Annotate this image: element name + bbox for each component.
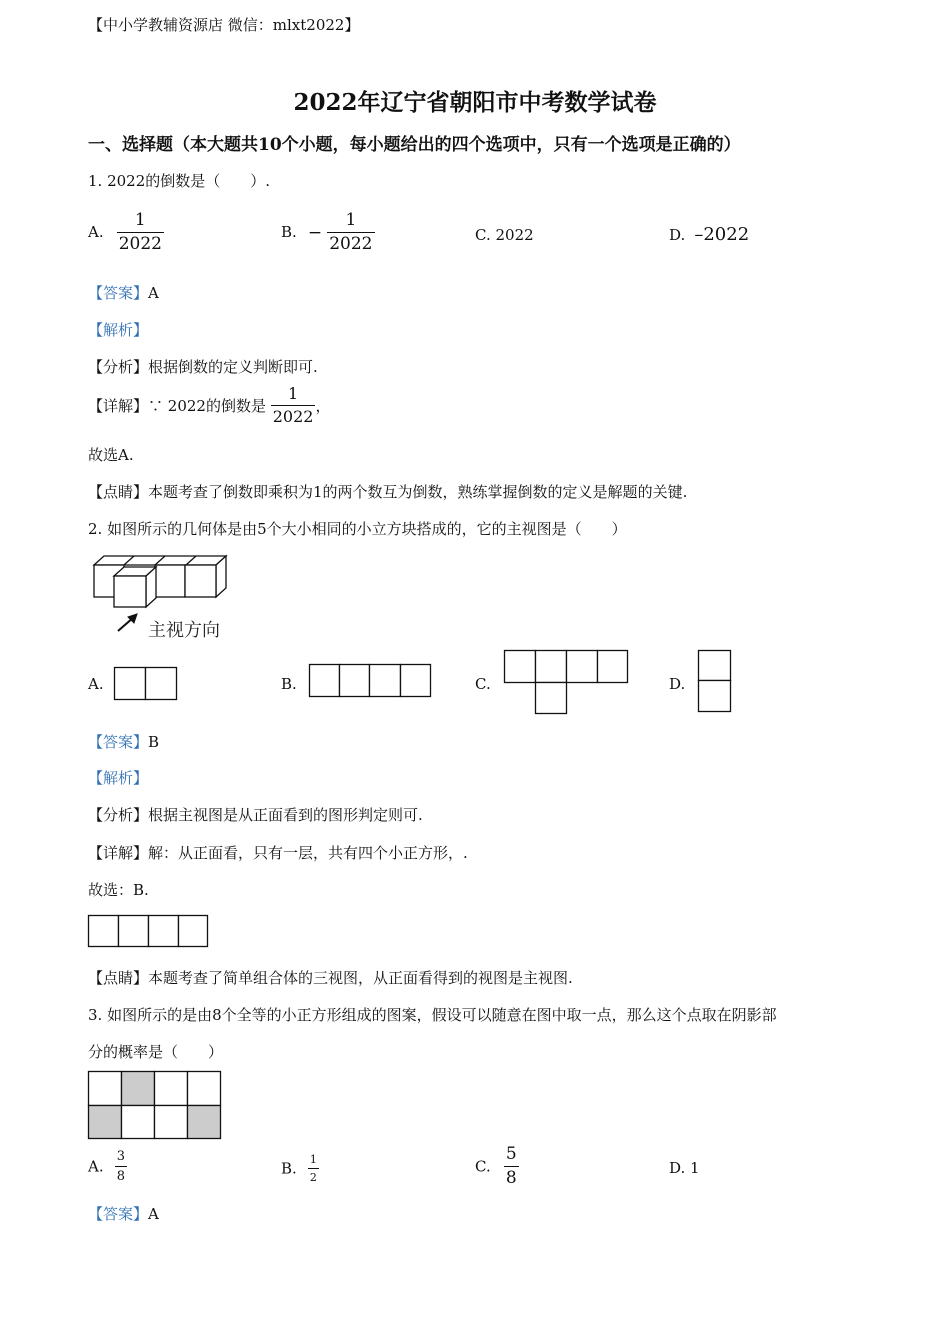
back-cube-4 bbox=[185, 565, 216, 597]
q3-stem-line2: 分的概率是（ ） bbox=[88, 1043, 224, 1061]
xiangjie-pre: ∵ 2022的倒数是 bbox=[148, 397, 266, 415]
q2-guxuan: 故选：B. bbox=[88, 881, 149, 899]
page-header: 【中小学教辅资源店 微信：mlxt2022】 bbox=[88, 16, 360, 34]
q3-option-a bbox=[88, 1150, 127, 1183]
q1-guxuan: 故选A. bbox=[88, 446, 134, 464]
q1-option-a-label: A. bbox=[88, 223, 104, 241]
back-cube-3 bbox=[155, 565, 185, 597]
q1-option-d-label: D. bbox=[669, 226, 686, 244]
dianjing-tag: 【点睛】 bbox=[88, 483, 149, 501]
answer-value: A bbox=[148, 284, 159, 302]
fraction-numerator: 1 bbox=[288, 384, 299, 403]
q3-option-c bbox=[475, 1146, 519, 1187]
q1-option-c: C. 2022 bbox=[475, 226, 534, 244]
q1-stem: 1. 2022的倒数是（ ）. bbox=[88, 172, 271, 190]
dianjing-text: 本题考查了简单组合体的三视图，从正面看得到的视图是主视图. bbox=[148, 969, 573, 987]
q3-option-d: D. 1 bbox=[669, 1159, 700, 1177]
shaded-square bbox=[188, 1106, 221, 1139]
fraction-numerator: 1 bbox=[345, 210, 357, 230]
fraction-denominator: 8 bbox=[505, 1168, 517, 1188]
q1-xiangjie bbox=[88, 386, 330, 425]
front-cube-face bbox=[114, 576, 146, 607]
xiangjie-fraction bbox=[271, 386, 316, 425]
q3-option-c-label: C. bbox=[475, 1157, 491, 1176]
q3-option-b-fraction bbox=[308, 1154, 319, 1183]
answer-tag: 【答案】 bbox=[88, 733, 149, 751]
q3-option-a-label: A. bbox=[88, 1157, 104, 1176]
section-heading: 一、选择题（本大题共10个小题，每小题给出的四个选项中，只有一个选项是正确的） bbox=[88, 135, 741, 155]
q2-xiangjie bbox=[88, 842, 468, 863]
q3-grid-figure bbox=[88, 1071, 224, 1141]
q2-stem: 2. 如图所示的几何体是由5个大小相同的小立方块搭成的，它的主视图是（ ） bbox=[88, 520, 627, 538]
fraction-numerator: 5 bbox=[505, 1144, 517, 1164]
fenxi-tag: 【分析】 bbox=[88, 358, 149, 376]
q1-option-a-fraction bbox=[117, 212, 164, 253]
q2-option-d-label: D. bbox=[669, 675, 686, 693]
fraction-denominator: 2022 bbox=[272, 407, 314, 426]
q2-dianjing bbox=[88, 967, 573, 988]
page-title: 2022年辽宁省朝阳市中考数学试卷 bbox=[293, 89, 657, 116]
fraction-denominator: 2 bbox=[308, 1168, 319, 1183]
minus-sign: − bbox=[307, 222, 323, 243]
q1-option-d bbox=[669, 224, 749, 245]
fraction-numerator: 1 bbox=[134, 210, 146, 230]
q1-analysis-tag: 【解析】 bbox=[88, 321, 149, 339]
dianjing-text: 本题考查了倒数即乘积为1的两个数互为倒数，熟练掌握倒数的定义是解题的关键. bbox=[148, 483, 688, 501]
xiangjie-tag: 【详解】 bbox=[88, 397, 149, 415]
answer-tag: 【答案】 bbox=[88, 1205, 149, 1223]
fraction-denominator: 8 bbox=[115, 1166, 127, 1183]
q2-analysis-tag: 【解析】 bbox=[88, 769, 149, 787]
view-direction-label: 主视方向 bbox=[148, 620, 220, 641]
q2-option-d-figure bbox=[698, 650, 734, 714]
q2-solution-figure bbox=[88, 915, 210, 949]
fenxi-tag: 【分析】 bbox=[88, 806, 149, 824]
q3-option-b-label: B. bbox=[281, 1159, 297, 1178]
arrow-icon bbox=[118, 614, 137, 631]
q3-stem-line1: 3. 如图所示的是由8个全等的小正方形组成的图案，假设可以随意在图中取一点，那么这个点取在阴影部 bbox=[88, 1006, 777, 1024]
dianjing-tag: 【点睛】 bbox=[88, 969, 149, 987]
q3-option-c-fraction bbox=[504, 1146, 519, 1187]
q2-option-a-label: A. bbox=[88, 675, 104, 693]
q1-option-a bbox=[88, 212, 164, 253]
q2-option-b-label: B. bbox=[281, 675, 297, 693]
answer-tag: 【答案】 bbox=[88, 284, 149, 302]
fraction-numerator: 1 bbox=[309, 1153, 317, 1166]
q1-option-d-value: –2022 bbox=[694, 224, 750, 245]
q3-answer bbox=[88, 1203, 159, 1224]
q2-answer bbox=[88, 731, 159, 752]
q2-fenxi bbox=[88, 804, 423, 825]
fraction-denominator: 2022 bbox=[329, 234, 373, 254]
fraction-denominator: 2022 bbox=[118, 234, 162, 254]
xiangjie-tag: 【详解】 bbox=[88, 844, 149, 862]
fraction-numerator: 3 bbox=[116, 1149, 125, 1164]
answer-value: A bbox=[148, 1205, 159, 1223]
q3-option-a-fraction bbox=[115, 1150, 127, 1183]
xiangjie-post: ， bbox=[315, 397, 331, 415]
q1-dianjing bbox=[88, 481, 687, 502]
answer-value: B bbox=[148, 733, 160, 751]
xiangjie-text: 解：从正面看，只有一层，共有四个小正方形，. bbox=[148, 844, 468, 862]
q2-option-c-label: C. bbox=[475, 675, 491, 693]
q2-option-c-figure bbox=[504, 650, 630, 716]
q1-option-b-fraction bbox=[327, 212, 374, 253]
q2-option-b-figure bbox=[309, 664, 433, 698]
q1-option-b-label: B. bbox=[281, 223, 297, 241]
shaded-square bbox=[122, 1072, 155, 1106]
fenxi-text: 根据倒数的定义判断即可. bbox=[148, 358, 318, 376]
shaded-square bbox=[89, 1106, 122, 1139]
q3-option-b bbox=[281, 1154, 319, 1183]
q2-option-a-figure bbox=[114, 667, 178, 701]
fenxi-text: 根据主视图是从正面看到的图形判定则可. bbox=[148, 806, 423, 824]
q1-fenxi bbox=[88, 356, 318, 377]
q1-answer bbox=[88, 282, 159, 303]
q1-option-b bbox=[281, 212, 375, 253]
